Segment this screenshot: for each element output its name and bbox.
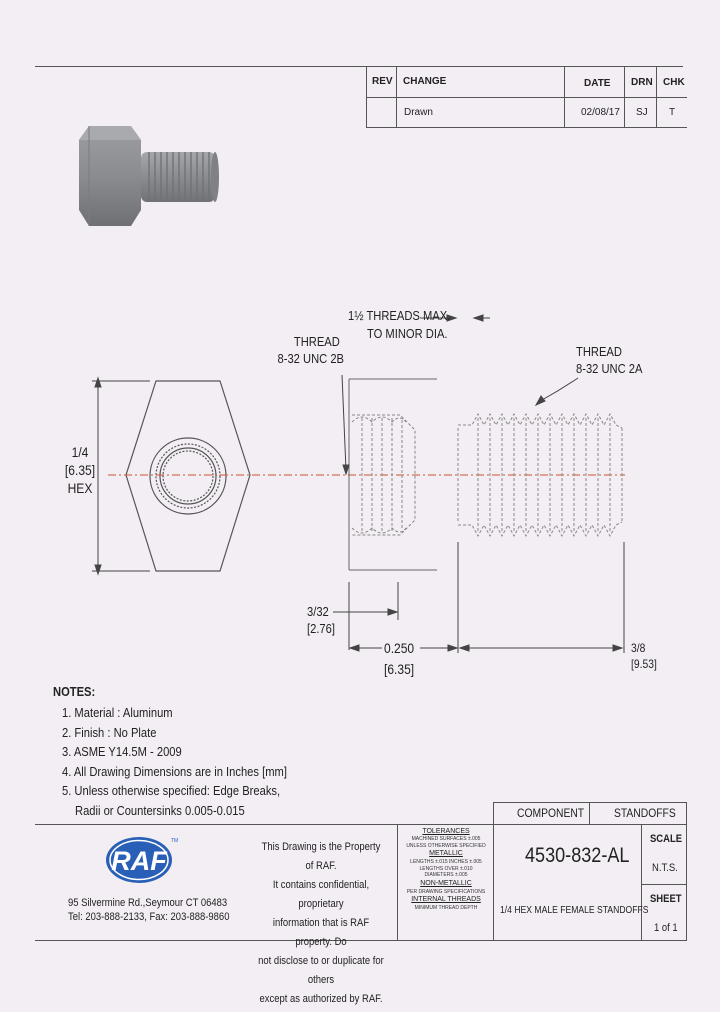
property-statement [246,838,396,1009]
hex-end-view [126,381,250,571]
dim-332-label [307,603,335,637]
scale-value: N.T.S. [652,862,678,874]
chk-value: T [669,107,676,118]
metallic-line-3: DIAMETERS ±.005 [424,872,468,878]
property-line-3: information that is RAF property. Do [272,917,370,948]
minor-dia-label [367,326,448,341]
dim-250-line1: 0.250 [384,640,415,656]
sheet-value: 1 of 1 [654,922,678,934]
logo-text: RAF [111,846,167,876]
address-line2: Tel: 203-888-2133, Fax: 203-888-9860 [68,911,230,923]
dim-250-label [384,638,414,680]
revision-table [366,66,687,128]
change-header: CHANGE [403,76,447,87]
drn-header: DRN [631,77,653,88]
part-number: 4530-832-AL [525,844,630,867]
internal-threads-title: INTERNAL THREADS [411,896,481,903]
chk-header: CHK [663,77,685,88]
raf-logo [104,834,179,886]
tolerances-line-1: MACHINED SURFACES ±.005 [411,836,481,842]
tolerances-title: TOLERANCES [422,828,470,835]
threads-max-label [348,308,450,323]
note-4: 4. All Drawing Dimensions are in Inches [mm] [62,764,287,779]
male-thread-line1: THREAD [576,344,622,359]
component-label: COMPONENT [517,806,585,820]
internal-threads-line-1: MINIMUM THREAD DEPTH [414,905,478,911]
male-thread-callout [576,343,642,377]
address-line1: 95 Silvermine Rd.,Seymour CT 06483 [68,897,228,909]
note-3: 3. ASME Y14.5M - 2009 [62,744,182,759]
female-thread-line1: THREAD [293,334,340,349]
property-line-4: not disclose to or duplicate for others [258,955,384,986]
threads-max-line1: 1½ THREADS MAX. [348,308,451,323]
dim-332-line2: [2.76] [307,621,335,636]
notes-title: NOTES: [53,684,96,699]
threads-max-line2: TO MINOR DIA. [367,326,448,341]
dim-332-line1: 3/32 [307,604,329,619]
metallic-title: METALLIC [429,850,463,857]
dim-250-line2: [6.35] [384,661,415,677]
date-value: 02/08/17 [581,107,620,118]
note-5-continued: Radii or Countersinks 0.005-0.015 [75,803,245,818]
property-line-1: This Drawing is the Property of RAF. [261,841,381,872]
nonmetallic-line-1: PER DRAWING SPECIFICATIONS [406,888,486,895]
component-value: STANDOFFS [614,806,676,820]
scale-label: SCALE [650,833,683,845]
sheet-label: SHEET [650,893,682,905]
rev-header: REV [372,76,393,87]
tolerances-column [400,827,492,912]
date-header: DATE [584,78,611,89]
note-5: 5. Unless otherwise specified: Edge Breaks, [62,783,281,798]
female-thread-line2: 8-32 UNC 2B [277,351,345,366]
dim-38-line2: [9.53] [631,657,657,671]
hex-dimension [92,378,150,574]
svg-text:TM: TM [171,838,179,844]
female-thread-callout [277,333,345,367]
metallic-line-1: LENGTHS ±.015 INCHES ±.005 [410,859,482,865]
property-line-5: except as authorized by RAF. [259,993,383,1005]
tolerances-line-2: UNLESS OTHERWISE SPECIFIED [406,842,486,849]
change-value: Drawn [404,107,433,118]
drn-value: SJ [636,107,648,118]
metallic-line-2: LENGTHS OVER ±.010 [419,865,473,872]
hex-line2: [6.35] [64,462,96,478]
length-dimensions [333,542,624,653]
note-2: 2. Finish : No Plate [62,725,157,740]
male-thread-line2: 8-32 UNC 2A [576,361,643,376]
property-line-2: It contains confidential, proprietary [272,879,370,910]
hex-line3: HEX [67,480,93,496]
dim-38-label [631,640,657,672]
part-description: 1/4 HEX MALE FEMALE STANDOFFS [500,905,649,916]
note-1: 1. Material : Aluminum [62,705,173,720]
nonmetallic-title: NON-METALLIC [420,879,472,887]
hex-size-label [63,443,97,497]
dim-38-line1: 3/8 [631,641,646,655]
standoff-3d-render [75,122,225,232]
hex-line1: 1/4 [71,444,89,460]
